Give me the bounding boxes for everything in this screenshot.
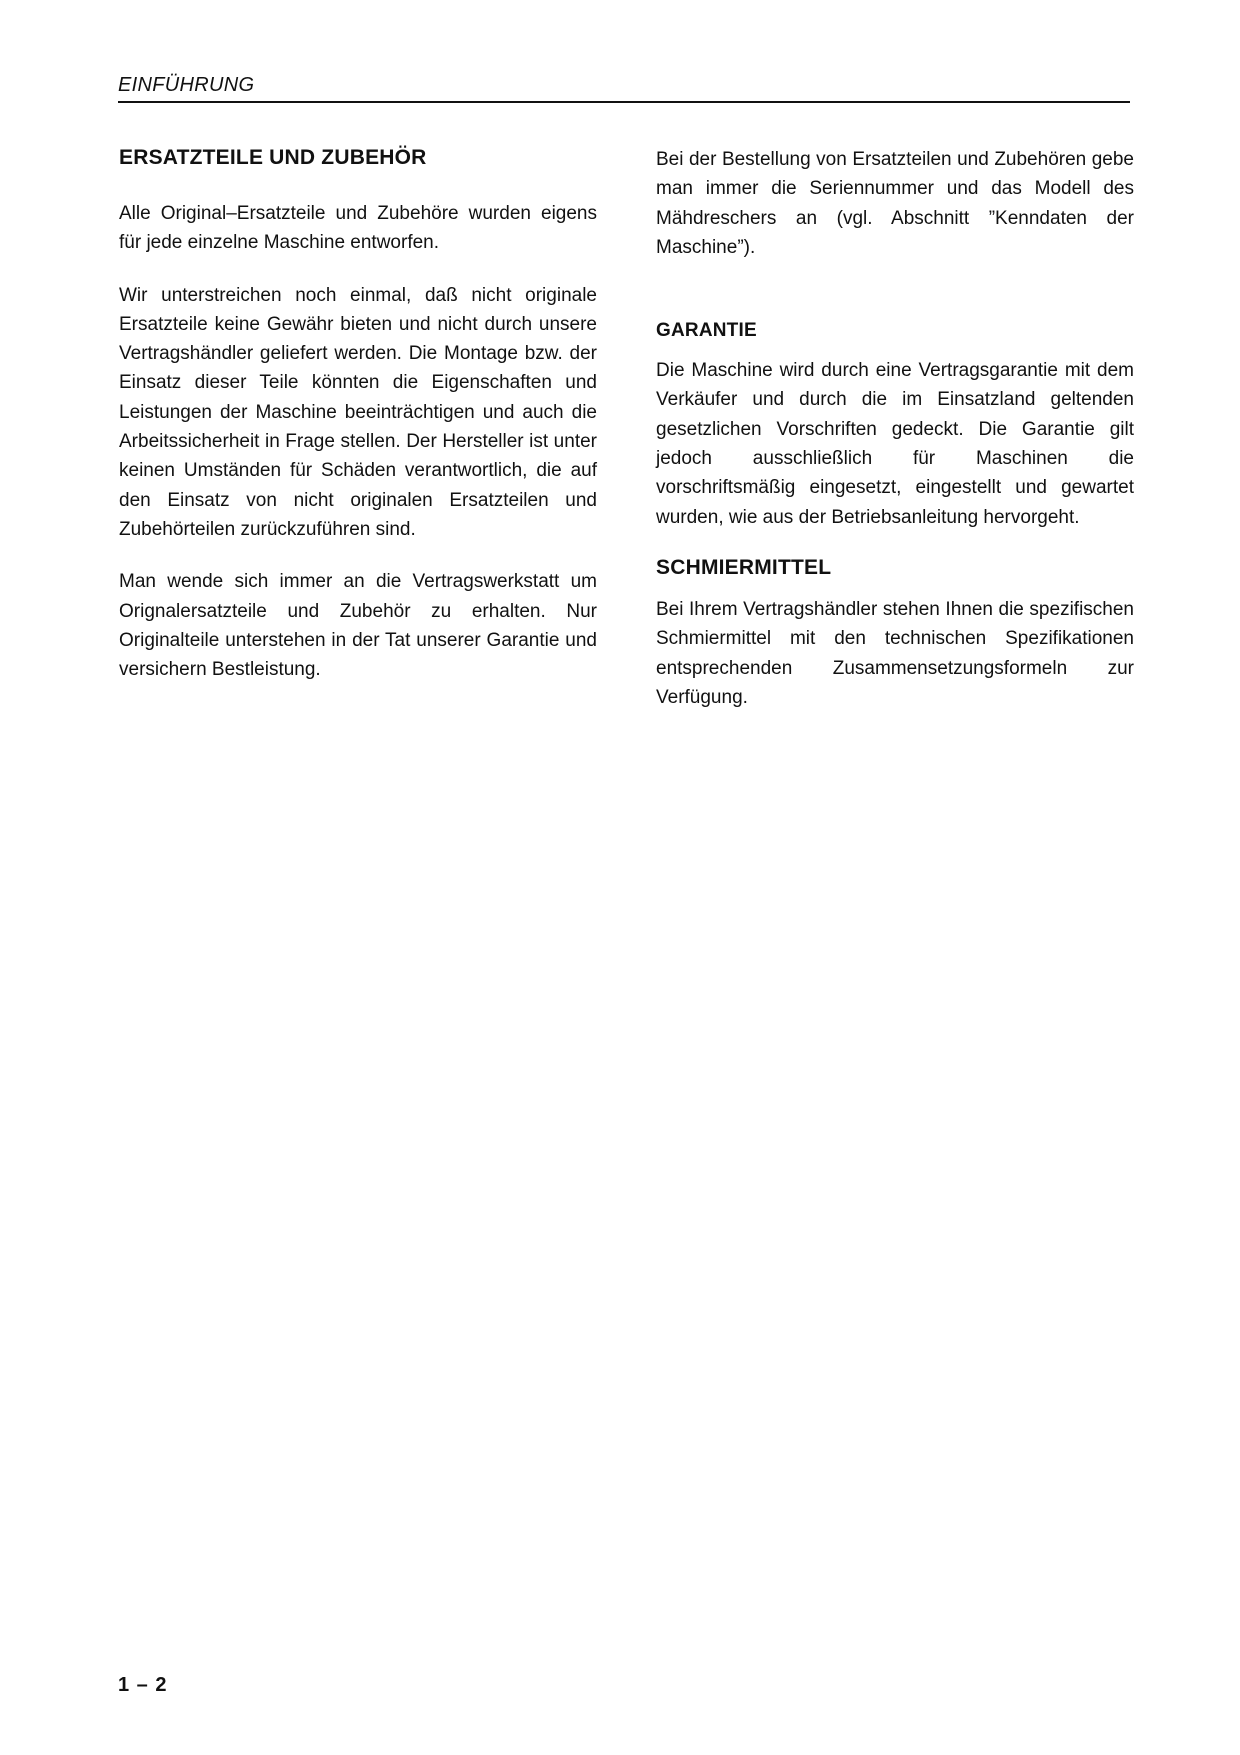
right-column (656, 145, 1134, 712)
left-column (119, 144, 597, 684)
header-rule (118, 101, 1130, 103)
paragraph-workshop-advice: Man wende sich immer an die Vertragswerkstatt um Orignalersatzteile und Zubehör zu erhalten. Nur Originalteile unterstehen in der Tat unserer Garantie und versichern Bestleistung. (119, 571, 597, 681)
running-header: EINFÜHRUNG (118, 74, 255, 96)
paragraph-ordering-info: Bei der Bestellung von Ersatzteilen und Zubehören gebe man immer die Seriennummer und das Modell des Mähdreschers an (vgl. Abschnitt ”Kenndaten der Maschine”). (656, 149, 1134, 258)
paragraph-garantie: Die Maschine wird durch eine Vertragsgarantie mit dem Verkäufer und durch die im Einsatzland geltenden gesetzlichen Vorschriften gedeckt. Die Garantie gilt jedoch ausschließlich für Maschinen die vorschriftsmäßig eingesetzt, eingestellt und gewartet wurden, wie aus der Betriebsanleitung hervorgeht. (656, 360, 1134, 528)
paragraph-non-original-warning: Wir unterstreichen noch einmal, daß nicht originale Ersatzteile keine Gewähr bieten und nicht durch unsere Vertragshändler geliefert werden. Die Montage bzw. der Einsatz dieser Teile könnten die Eigenschaften und Leistungen der Maschine beeinträchtigen und auch die Arbeitssicherheit in Frage stellen. Der Hersteller ist unter keinen Umständen für Schäden verantwortlich, die auf den Einsatz von nicht originalen Ersatzteilen und Zubehörteilen zurückzuführen sind. (119, 284, 597, 540)
section-heading-ersatzteile: ERSATZTEILE UND ZUBEHÖR (119, 146, 427, 169)
page-number: 1 – 2 (118, 1674, 168, 1696)
section-heading-schmiermittel: SCHMIERMITTEL (656, 555, 832, 579)
paragraph-original-parts: Alle Original–Ersatzteile und Zubehöre wurden eigens für jede einzelne Maschine entworfen. (119, 203, 597, 254)
paragraph-schmiermittel: Bei Ihrem Vertragshändler stehen Ihnen die spezifischen Schmiermittel mit den technischen Spezifikationen entsprechenden Zusammensetzungsformeln zur Verfügung. (656, 598, 1134, 708)
section-heading-garantie: GARANTIE (656, 320, 757, 342)
